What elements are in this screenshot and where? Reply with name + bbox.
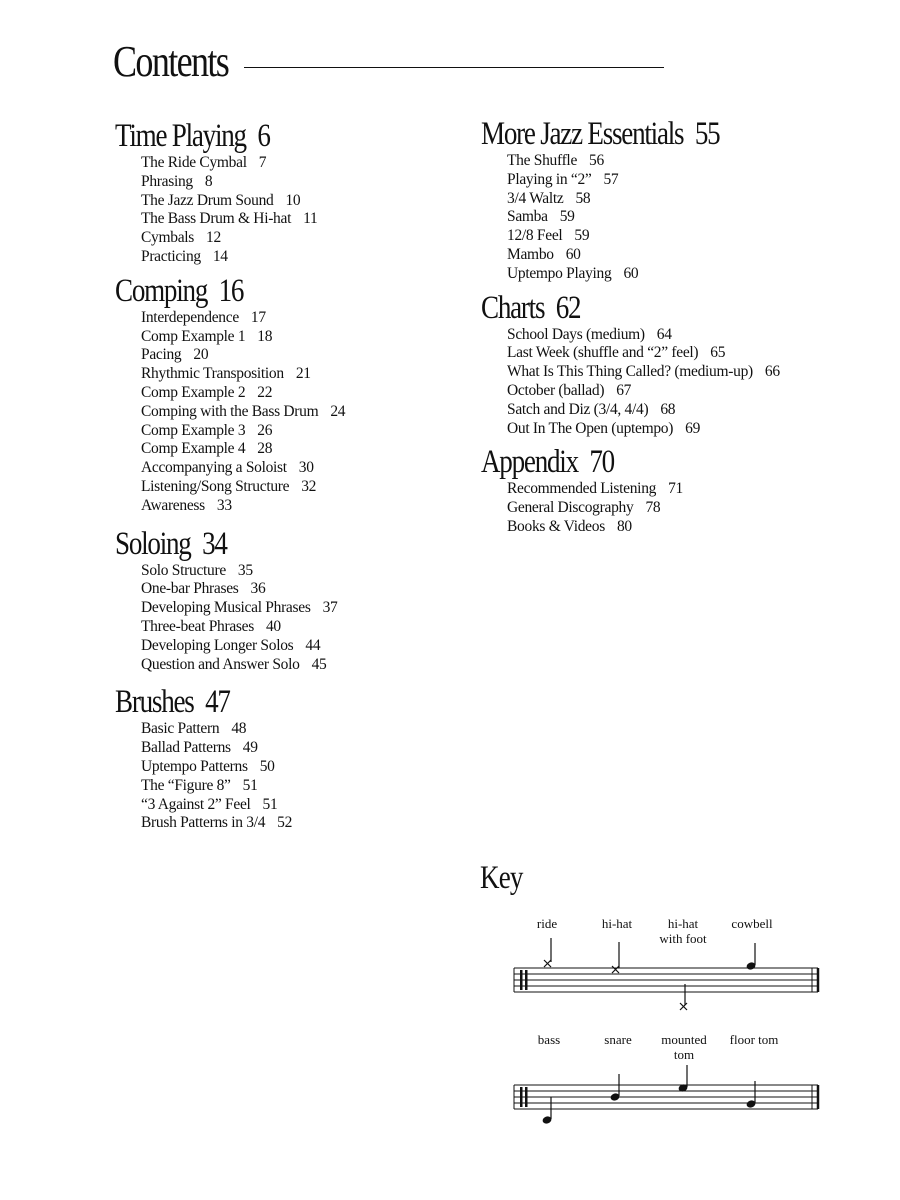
toc-entry-page: 44 [305, 636, 321, 654]
toc-entry-page: 37 [322, 599, 338, 617]
toc-entry-page: 7 [258, 154, 267, 171]
note-hihat-foot [680, 984, 687, 1010]
toc-entry-label: Three-beat Phrases [141, 617, 254, 635]
toc-entry-label: Recommended Listening [507, 480, 657, 498]
toc-entry-page: 59 [574, 227, 590, 245]
toc-entry-label: “3 Against 2” Feel [141, 795, 251, 813]
toc-entry-page: 51 [242, 776, 258, 794]
key-label-cowbell: cowbell [731, 916, 773, 931]
toc-entry-label: Developing Musical Phrases [141, 599, 311, 617]
toc-entry-label: Cymbals [141, 229, 195, 247]
toc-entry-label: The Ride Cymbal [141, 154, 247, 171]
toc-entry-page: 57 [603, 170, 619, 188]
toc-entry-label: Out In The Open (uptempo) [507, 419, 674, 437]
toc-entry-page: 60 [565, 245, 581, 263]
toc-entry-label: Phrasing [141, 172, 193, 190]
toc-entry-label: Uptempo Playing [507, 264, 612, 282]
toc-entry-page: 14 [212, 247, 228, 265]
toc-entry-label: General Discography [507, 499, 634, 517]
section-heading-page: 34 [202, 525, 227, 562]
toc-entry-label: Comp Example 3 [141, 421, 246, 439]
toc-entry-page: 60 [623, 264, 639, 282]
staff-2 [514, 1085, 818, 1109]
section-heading-page: 62 [555, 289, 581, 326]
toc-entry-page: 64 [656, 325, 672, 343]
toc-entry-page: 28 [257, 440, 273, 458]
section-heading-title: Charts [481, 289, 545, 326]
section-heading-page: 55 [694, 116, 720, 152]
toc-entry-label: Pacing [141, 346, 182, 364]
toc-entry-page: 18 [257, 327, 273, 345]
toc-entry-page: 66 [764, 363, 780, 381]
toc-entry-label: Mambo [507, 245, 554, 263]
section-heading-page: 16 [218, 272, 244, 309]
toc-entry-label: The Bass Drum & Hi-hat [141, 210, 292, 228]
toc-entry-page: 30 [298, 459, 314, 477]
note-mounted-tom [678, 1065, 689, 1093]
section-heading-page: 47 [205, 684, 230, 721]
toc-entry-page: 68 [660, 400, 676, 418]
toc-entry-label: 3/4 Waltz [507, 189, 564, 207]
toc-entry-label: One-bar Phrases [141, 580, 239, 598]
toc-entry-label: Comp Example 1 [141, 327, 246, 345]
toc-entry-page: 50 [259, 757, 275, 775]
toc-entry-label: 12/8 Feel [507, 227, 563, 245]
key-label-hihat-foot-2: with foot [659, 931, 707, 946]
key-title: Key [480, 860, 523, 896]
toc-entry-label: The Jazz Drum Sound [141, 191, 274, 209]
section-heading-title: Soloing [115, 525, 191, 562]
toc-entry-page: 33 [216, 496, 232, 514]
toc-entry-page: 58 [575, 189, 591, 207]
toc-entry-page: 17 [250, 308, 266, 326]
toc-entry-page: 26 [257, 421, 273, 439]
toc-entry-page: 21 [295, 365, 311, 383]
toc-entry-label: The “Figure 8” [141, 776, 231, 794]
toc-entry-label: Solo Structure [141, 561, 226, 579]
toc-entry-page: 32 [301, 477, 317, 495]
section-heading-page: 6 [257, 118, 270, 154]
section-heading-title: Brushes [115, 684, 194, 721]
section-heading-title: More Jazz Essentials [481, 116, 684, 152]
toc-entry-page: 49 [242, 739, 258, 757]
key-label-mounted-tom-2: tom [673, 1047, 695, 1062]
toc-entry-page: 48 [231, 720, 247, 738]
section-heading-title: Appendix [481, 444, 578, 481]
toc-entry-page: 71 [668, 480, 684, 498]
toc-entry-page: 56 [589, 152, 604, 169]
toc-entry-label: Comp Example 2 [141, 383, 246, 401]
note-snare [610, 1074, 621, 1102]
toc-entry-page: 8 [204, 172, 213, 190]
toc-entry-page: 52 [277, 814, 293, 832]
toc-entry-label: Awareness [141, 496, 205, 514]
page-title: Contents [113, 37, 229, 86]
staff-1 [514, 968, 818, 992]
toc-entry-page: 35 [237, 561, 253, 579]
toc-entry-page: 36 [250, 580, 266, 598]
toc-entry-label: Rhythmic Transposition [141, 365, 284, 383]
key-label-snare: snare [604, 1032, 632, 1047]
toc-entry-page: 69 [685, 419, 701, 437]
toc-entry-page: 67 [616, 381, 632, 399]
key-label-hihat-foot-1: hi-hat [667, 916, 699, 931]
toc-entry-label: Accompanying a Soloist [141, 459, 287, 477]
toc-entry-page: 40 [265, 617, 281, 635]
toc-entry-label: Practicing [141, 247, 201, 265]
key-label-ride: ride [536, 916, 558, 931]
toc-entry-label: Last Week (shuffle and “2” feel) [507, 344, 699, 362]
key-label-bass: bass [537, 1032, 561, 1047]
toc-entry-page: 51 [262, 795, 278, 813]
toc-entry-page: 45 [311, 655, 327, 673]
section-heading-title: Time Playing [115, 118, 246, 154]
section-heading-title: Comping [115, 272, 208, 309]
toc-entry-label: Developing Longer Solos [141, 636, 294, 654]
toc-entry-page: 20 [193, 346, 209, 364]
note-bass [542, 1097, 553, 1125]
note-ride [544, 938, 551, 967]
toc-entry-page: 80 [616, 517, 632, 535]
toc-entry-page: 65 [710, 344, 726, 362]
toc-entry-page: 24 [330, 402, 346, 420]
toc-entry-label: The Shuffle [507, 152, 578, 169]
toc-entry-label: Samba [507, 208, 548, 226]
toc-entry-page: 59 [559, 208, 575, 226]
key-label-floor-tom: floor tom [729, 1032, 779, 1047]
key-label-mounted-tom-1: mounted [661, 1032, 707, 1047]
toc-entry-label: Brush Patterns in 3/4 [141, 814, 266, 832]
toc-entry-label: Satch and Diz (3/4, 4/4) [507, 400, 649, 418]
toc-entry-label: Comp Example 4 [141, 440, 246, 458]
toc-entry-page: 78 [645, 499, 661, 517]
toc-entry-page: 11 [303, 210, 318, 228]
toc-entry-label: Listening/Song Structure [141, 477, 290, 495]
toc-entry-label: Basic Pattern [141, 720, 220, 738]
section-heading-page: 70 [589, 444, 614, 481]
toc-entry-label: Ballad Patterns [141, 739, 231, 757]
toc-entry-label: What Is This Thing Called? (medium-up) [507, 363, 753, 381]
toc-entry-page: 12 [206, 229, 221, 247]
toc-entry-label: Playing in “2” [507, 170, 592, 188]
toc-entry-label: School Days (medium) [507, 325, 645, 343]
toc-entry-label: Books & Videos [507, 517, 605, 535]
toc-entry-label: Interdependence [141, 308, 239, 326]
key-label-hihat: hi-hat [601, 916, 633, 931]
note-cowbell [746, 943, 757, 971]
toc-entry-label: Uptempo Patterns [141, 757, 248, 775]
toc-entry-label: Question and Answer Solo [141, 655, 300, 673]
toc-entry-page: 10 [285, 191, 301, 209]
toc-entry-label: Comping with the Bass Drum [141, 402, 319, 420]
toc-entry-page: 22 [257, 383, 273, 401]
toc-entry-label: October (ballad) [507, 381, 605, 399]
